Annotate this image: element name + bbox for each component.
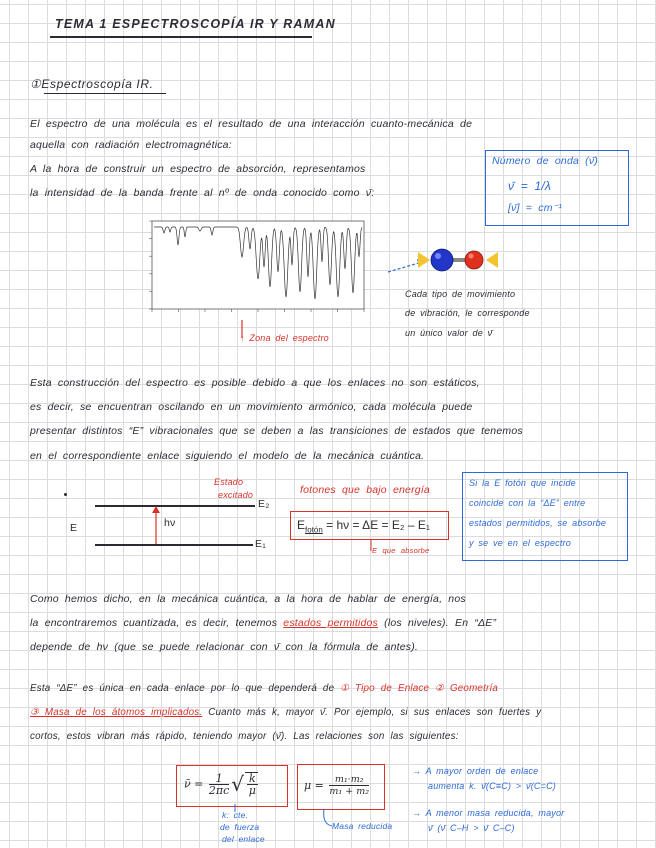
bond-line-2 xyxy=(30,707,541,718)
reduced-mass-formula xyxy=(304,774,371,797)
force-constant-note-2: de fuerza xyxy=(220,822,260,832)
formula-lhs: E xyxy=(297,518,306,532)
rule-1-line-1: → A mayor orden de enlace xyxy=(412,766,539,776)
atomic-mass-highlight: ③ Masa de los átomos implicados. xyxy=(30,707,203,718)
wavenumber-fraction-numerator: 1 xyxy=(209,773,229,785)
quantization-line-2-start: la encontraremos cuantizada, es decir, tenemos xyxy=(30,617,284,629)
state-note-line-1: Estado xyxy=(214,477,244,487)
lower-level-label: E₁ xyxy=(255,538,266,550)
allowed-states-highlight: estados permitidos xyxy=(283,617,379,629)
upper-energy-level xyxy=(95,505,255,507)
root-fraction xyxy=(247,773,258,796)
section-heading xyxy=(30,77,154,91)
ir-spectrum-image xyxy=(140,213,372,329)
reduced-mass-denominator: m₁ + m₂ xyxy=(329,786,370,797)
wavenumber-definition: ν̄ = 1/λ xyxy=(508,179,551,193)
quantization-line-3: depende de hν (que se puede relacionar con ν̄ con la fórmula de antes). xyxy=(30,641,419,653)
absorption-condition-box xyxy=(462,472,628,561)
intro-line-1: El espectro de una molécula es el resultado de una interacción cuanto-mecánica de xyxy=(30,118,473,130)
molecule-caption-line-3: un único valor de ν̄ xyxy=(405,328,493,338)
energy-axis-dot xyxy=(64,493,67,496)
reduced-mass-numerator: m₁·m₂ xyxy=(329,774,369,786)
vibration-arrow-right-icon xyxy=(486,252,498,268)
force-constant-note-3: del enlace xyxy=(222,834,265,844)
absorbed-note: E que absorbe xyxy=(372,546,430,555)
section-number: ① xyxy=(30,77,42,91)
wavenumber-fraction-denominator: 2πc xyxy=(208,783,230,797)
photon-energy-label: hν xyxy=(164,517,176,529)
rule-2-line-2: ν̄ (ν̄ C–H > ν̄ C–C) xyxy=(428,823,515,833)
section-underline xyxy=(44,93,166,94)
vibration-line-2: es decir, se encuentran oscilando en un movimiento armónico, cada molécula puede xyxy=(30,401,473,413)
photon-energy-formula xyxy=(297,518,430,534)
square-root-symbol: √ xyxy=(231,772,245,796)
reduced-mass-fraction xyxy=(329,774,369,797)
reduced-mass-lhs: μ = xyxy=(304,779,324,792)
molecule-caption-line-1: Cada tipo de movimiento xyxy=(405,289,516,299)
section-title: Espectroscopía IR. xyxy=(41,77,154,91)
vibration-line-4: en el correspondiente enlace siguiendo el modelo de la mecánica cuántica. xyxy=(30,450,425,462)
absorption-line-1: Si la E fotón que incide xyxy=(469,478,576,488)
square-root-body xyxy=(245,772,258,796)
wavenumber-formula xyxy=(184,772,258,796)
quantization-line-2-end: (los niveles). En “ΔE” xyxy=(378,617,497,629)
wavenumber-formula-lhs: ν̄ = xyxy=(184,777,204,791)
root-numerator: k xyxy=(249,772,256,785)
bond-line-1-start: Esta “ΔE” es única en cada enlace por lo que dependerá de xyxy=(30,683,341,694)
upper-level-label: E₂ xyxy=(258,498,270,510)
root-denominator: μ xyxy=(248,784,256,797)
wavenumber-units: [ν̄] = cm⁻¹ xyxy=(508,202,563,214)
blue-atom-icon xyxy=(431,249,453,271)
wavenumber-fraction xyxy=(209,773,229,796)
quantization-line-1: Como hemos dicho, en la mecánica cuántica, a la hora de hablar de energía, nos xyxy=(30,593,466,605)
spectrum-zone-label: ↑ Zona del espectro xyxy=(240,333,329,343)
absorption-line-2: coincide con la “ΔE” entre xyxy=(469,498,586,508)
vibration-arrow-left-icon xyxy=(418,252,430,268)
force-constant-note-1: k: cte. xyxy=(222,810,249,820)
photon-energy-formula-box xyxy=(290,511,449,540)
spectrum-frame xyxy=(152,221,364,309)
spectrum-text-line-1: A la hora de construir un espectro de absorción, representamos xyxy=(30,163,366,175)
lower-energy-level xyxy=(95,544,253,546)
state-note-line-2: excitado xyxy=(218,490,254,500)
quantization-line-2 xyxy=(30,617,496,629)
formula-subscript: fotón xyxy=(305,525,323,535)
rule-2-line-1: → A menor masa reducida, mayor xyxy=(412,808,565,818)
wavenumber-heading: Número de onda (ν̄) xyxy=(492,155,598,167)
energy-axis-label: E xyxy=(70,522,78,534)
absorption-line-3: estados permitidos, se absorbe xyxy=(469,518,607,528)
absorption-line-4: y se ve en el espectro xyxy=(469,538,571,548)
red-atom-icon xyxy=(465,251,483,269)
bond-line-3: cortos, estos vibran más rápido, teniendo mayor (ν̄). Las relaciones son las siguientes: xyxy=(30,731,459,742)
photon-absorption-arrow xyxy=(150,504,162,546)
page-title: TEMA 1 ESPECTROSCOPÍA IR Y RAMAN xyxy=(55,17,336,31)
bond-factors-highlight: ① Tipo de Enlace ② Geometría xyxy=(340,683,499,694)
photon-note: fotones que bajo energía xyxy=(300,484,430,496)
molecule-illustration xyxy=(386,236,502,284)
title-underline xyxy=(50,36,312,38)
wavenumber-formula-box xyxy=(176,765,288,807)
spectrum-text-line-2: la intensidad de la banda frente al nº de onda conocido como ν̄: xyxy=(30,187,375,199)
reduced-mass-note: Masa reducida xyxy=(332,821,393,831)
bond-line-1 xyxy=(30,683,498,694)
wavenumber-box xyxy=(485,150,629,226)
formula-rhs: = hν = ΔE = E₂ – E₁ xyxy=(326,518,430,532)
intro-line-2: aquella con radiación electromagnética: xyxy=(30,139,232,151)
vibration-line-1: Esta construcción del espectro es posible debido a que los enlaces no son estáticos, xyxy=(30,377,480,389)
rule-1-line-2: aumenta k. ν̄(C≡C) > ν̄(C=C) xyxy=(428,781,556,791)
bond-line-2-end: Cuanto más k, mayor ν̄. Por ejemplo, si sus enlaces son fuertes y xyxy=(202,707,542,718)
reduced-mass-formula-box xyxy=(297,764,385,810)
incident-radiation-arrow xyxy=(388,262,422,272)
molecule-caption-line-2: de vibración, le corresponde xyxy=(405,308,530,318)
vibration-line-3: presentar distintos “E” vibracionales que se deben a las transiciones de estados que tenemos xyxy=(30,425,523,437)
